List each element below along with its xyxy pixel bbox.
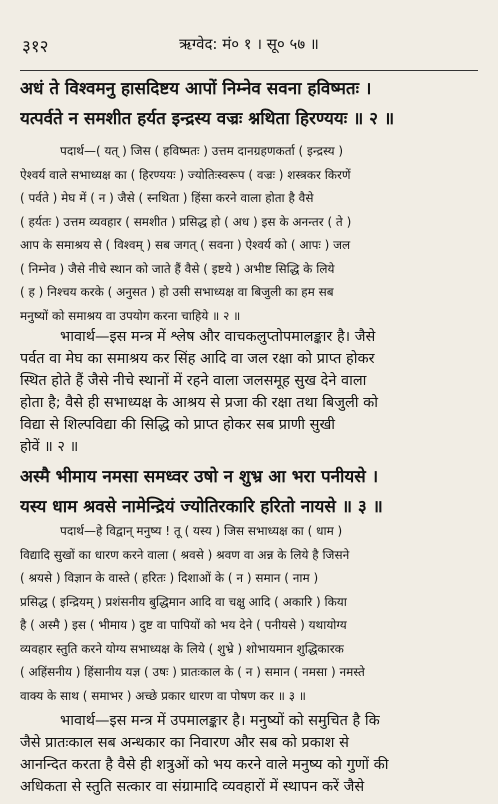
padartha-paragraph (20, 520, 480, 708)
mantra-verse (20, 462, 480, 522)
text-line: पदार्थ—हे विद्वान् मनुष्य ! तू ( यस्य ) जिस सभाध्यक्ष का ( धाम ) (60, 524, 343, 538)
mantra-line: यस्य धाम श्रवसे नामेन्द्रियं ज्योतिरकारि हरितो नायसे ॥ ३ ॥ (20, 497, 383, 517)
text-line: वाक्य के साथ ( समाभर ) अच्छे प्रकार धारण वा पोषण कर ॥ ३ ॥ (20, 688, 306, 703)
text-line: ( निम्नेव ) जैसे नीचे स्थान को जाते हैं वैसे ( इष्टये ) अभीष्ट सिद्धि के लिये (20, 261, 335, 276)
padartha-paragraph (20, 140, 480, 328)
text-line: विद्या से शिल्पविद्या की सिद्धि को प्राप्त होकर सब प्राणी सुखी (20, 417, 336, 433)
text-line: होता है; वैसे ही सभाध्यक्ष के आश्रय से प्रजा की रक्षा तथा बिजुली को (20, 395, 379, 411)
text-line: विद्यादि सुखों का धारण करने वाला ( श्रवसे ) श्रवण वा अन्न के लिये है जिसने (20, 547, 350, 562)
text-line: ( पर्वते ) मेघ में ( न ) जैसे ( स्नथिता ) हिंसा करने वाला होता है वैसे (20, 191, 314, 205)
text-line: होवें ॥ २ ॥ (20, 439, 79, 455)
text-line: भावार्थ—इस मन्त्र में उपमालङ्कार है। मनुष्यों को समुचित है कि (60, 713, 380, 729)
text-line: आनन्दित करता है वैसे ही शत्रुओं को भय करने वाले मनुष्य को गुणों की (20, 757, 389, 773)
bhavartha-paragraph (20, 326, 480, 458)
header-rule (20, 70, 478, 71)
text-line: मनुष्यों को समाश्रय वा उपयोग करना चाहिये ॥ २ ॥ (20, 308, 241, 323)
text-line: ( अहिंसनीय ) हिंसानीय यज्ञ ( उषः ) प्रातःकाल के ( न ) समान ( नमसा ) नमस्ते (20, 665, 365, 679)
text-line: ( श्रयसे ) विज्ञान के वास्ते ( हरितः ) दिशाओं के ( न ) समान ( नाम ) (20, 571, 319, 585)
text-line: भावार्थ—इस मन्त्र में श्लेष और वाचकलुप्तोपमालङ्कार है। जैसे (60, 329, 376, 345)
text-line: है ( अस्मै ) इस ( भीमाय ) दुष्ट वा पापियों को भय देने ( पनीयसे ) यथायोग्य (20, 618, 347, 632)
text-line: स्थित होते हैं जैसे नीचे स्थानों में रहने वाला जलसमूह सुख देने वाला (20, 373, 367, 389)
text-line: व्यवहार स्तुति करने योग्य सभाध्यक्ष के लिये ( शुभ्रे ) शोभायमान शुद्धिकारक (20, 641, 344, 656)
page-header (0, 34, 498, 56)
text-line: ( ह ) निश्चय करके ( अनुसत ) हो उसी सभाध्यक्ष वा बिजुली का हम सब (20, 285, 334, 299)
text-line: पर्वत वा मेघ का समाश्रय कर सिंह आदि वा जल रक्षा को प्राप्त होकर (20, 351, 375, 367)
bhavartha-paragraph (20, 710, 480, 798)
text-line: जैसे प्रातःकाल सब अन्धकार का निवारण और सब को प्रकाश से (20, 735, 349, 751)
page-number: ३१२ (22, 37, 49, 57)
text-line: आप के समाश्रय से ( विश्वम् ) सब जगत् ( सवना ) ऐश्वर्य को ( आपः ) जल (20, 238, 351, 252)
text-line: ( हर्यतः ) उत्तम व्यवहार ( समशीत ) प्रसिद्ध हो ( अध ) इस के अनन्तर ( ते ) (20, 214, 352, 229)
mantra-line: यत्पर्वते न समशीत हर्यत इन्द्रस्य वज्रः श्नथिता हिरण्ययः ॥ २ ॥ (20, 109, 395, 129)
text-line: ऐश्वर्य वाले सभाध्यक्ष का ( हिरण्ययः ) ज्योतिःस्वरूप ( वज्रः ) शस्त्रकर किरणें (20, 167, 351, 182)
text-line: प्रसिद्ध ( इन्द्रियम् ) प्रशंसनीय बुद्धिमान आदि वा चक्षु आदि ( अकारि ) किया (20, 594, 347, 609)
mantra-line: अस्मै भीमाय नमसा समध्वर उषो न शुभ्र आ भरा पनीयसे । (20, 467, 379, 487)
mantra-line: अधं ते विश्वमनु हासदिष्टय आपों निम्नेव सवना हविष्मतः । (20, 79, 372, 99)
mantra-verse (20, 74, 480, 134)
text-line: पदार्थ—( यत् ) जिस ( हविष्मतः ) उत्तम दानग्रहणकर्ता ( इन्द्रस्य ) (60, 144, 344, 158)
running-head: ऋग्वेद: मं० १ । सू० ५७ ॥ (179, 35, 319, 53)
text-line: अधिकता से स्तुति सत्कार वा संग्रामादि व्यवहारों में स्थापन करें जैसे (20, 779, 365, 795)
